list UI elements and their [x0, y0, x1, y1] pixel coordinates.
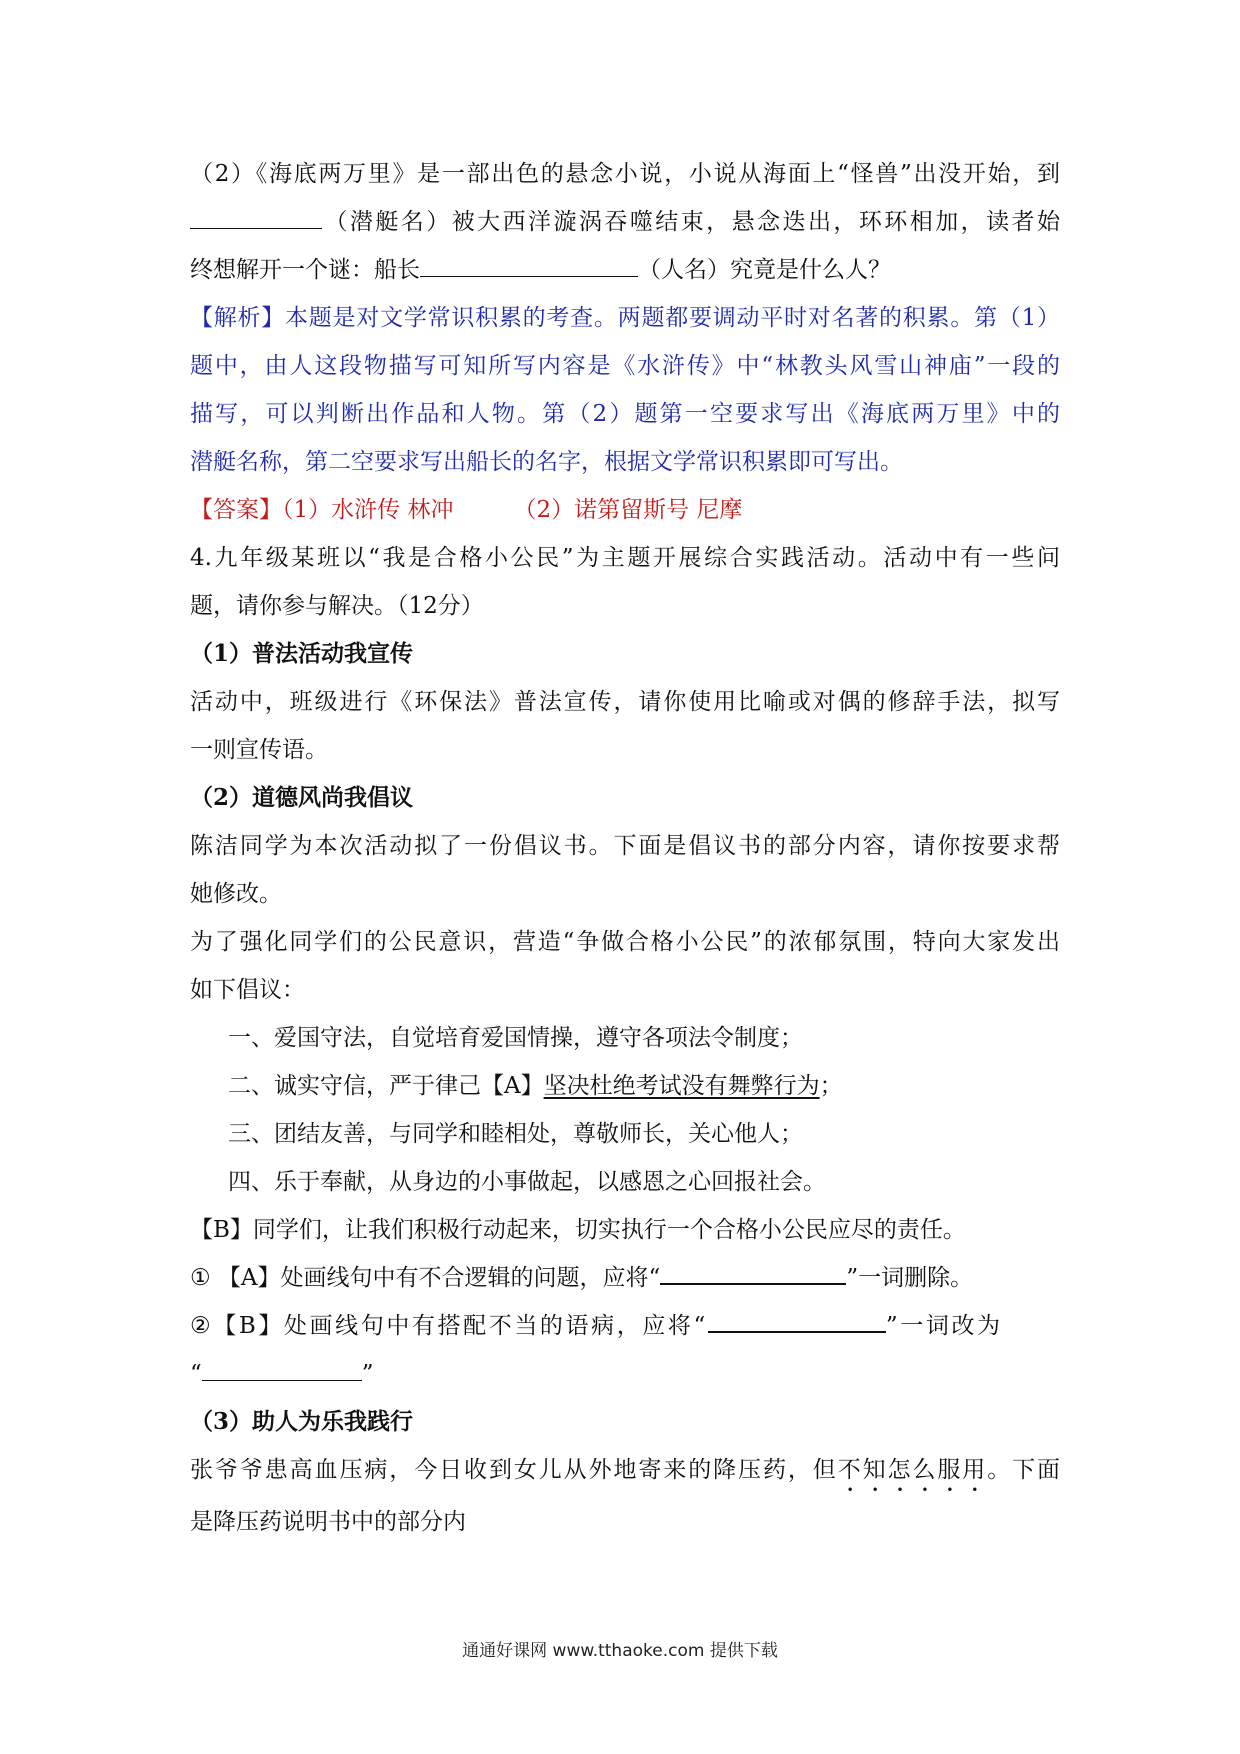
question-b-line-2 [190, 1350, 1060, 1398]
section-2-line-2: 她修改。 [190, 881, 282, 907]
proposal-item-2 [190, 1062, 1060, 1110]
delete-word-blank[interactable] [660, 1261, 846, 1285]
section-1-line-1: 活动中，班级进行《环保法》普法宣传，请你使用比喻或对偶的修辞手法，拟写 [190, 689, 1060, 715]
section-1-line-2: 一则宣传语。 [190, 737, 328, 763]
question-b-close-quote: ” [361, 1361, 374, 1387]
question-b-end: ”一词改为 [885, 1313, 1003, 1339]
question-b-open-quote: “ [190, 1361, 202, 1387]
proposal-item-1: 一、爱国守法，自觉培育爱国情操，遵守各项法令制度； [228, 1025, 803, 1051]
answer-part-2: （2）诺第留斯号 尼摩 [513, 497, 743, 523]
section-3-line-1 [190, 1446, 1060, 1494]
captain-name-blank[interactable] [420, 254, 638, 277]
answer-line [190, 486, 1060, 534]
analysis-line-2: 题中，由人这段物描写可知所写内容是《水浒传》中“林教头风雪山神庙”一段的 [190, 353, 1060, 379]
answer-part-1: （1）水浒传 林冲 [282, 497, 454, 523]
question-b-line [190, 1302, 1060, 1350]
replacement-word-blank[interactable] [202, 1358, 362, 1381]
page-footer: 通通好课网 www.tthaoke.com 提供下载 [462, 1641, 778, 1661]
proposal-b-line: 【B】同学们，让我们积极行动起来，切实执行一个合格小公民应尽的责任。 [190, 1217, 966, 1243]
proposal-item-2-text: 二、诚实守信，严于律己【A】 [228, 1073, 544, 1099]
emphasized-phrase: 不知怎么服用 [837, 1457, 988, 1483]
q4-line-2: 题，请你参与解决。（12分） [190, 593, 484, 619]
q2-line-3-text-a: 终想解开一个谜：船长 [190, 257, 420, 283]
page-content [190, 150, 1060, 1546]
question-a-text: ① 【A】处画线句中有不合逻辑的问题，应将“ [190, 1265, 661, 1291]
q2-line-1: （2）《海底两万里》是一部出色的悬念小说，小说从海面上“怪兽”出没开始，到 [190, 161, 1060, 187]
section-1-title: （1）普法活动我宣传 [190, 640, 414, 667]
wrong-word-blank[interactable] [708, 1309, 886, 1333]
section-2-line-4: 如下倡议： [190, 977, 305, 1003]
analysis-line-3: 描写，可以判断出作品和人物。第（2）题第一空要求写出《海底两万里》中的 [190, 401, 1060, 427]
section-3-line-1-text: 张爷爷患高血压病，今日收到女儿从外地寄来的降压药，但 [190, 1457, 838, 1483]
analysis-line-1: 【解析】本题是对文学常识积累的考查。两题都要调动平时对名著的积累。第（1） [190, 305, 1060, 331]
section-3-line-2: 是降压药说明书中的部分内 [190, 1509, 466, 1535]
section-2-line-3: 为了强化同学们的公民意识，营造“争做合格小公民”的浓郁氛围，特向大家发出 [190, 929, 1060, 955]
section-2-title: （2）道德风尚我倡议 [190, 784, 414, 811]
section-2-line-1: 陈洁同学为本次活动拟了一份倡议书。下面是倡议书的部分内容，请你按要求帮 [190, 833, 1060, 859]
question-a-line [190, 1254, 1060, 1302]
q2-line-3-text-b: （人名）究竟是什么人？ [638, 257, 891, 283]
question-a-end: ”一词删除。 [846, 1265, 974, 1291]
q2-line-2-text: （潜艇名）被大西洋漩涡吞噬结束，悬念迭出，环环相加，读者始 [322, 209, 1060, 235]
q4-line-1: 4.九年级某班以“我是合格小公民”为主题开展综合实践活动。活动中有一些问 [190, 545, 1060, 571]
proposal-item-3: 三、团结友善，与同学和睦相处，尊敬师长，关心他人； [228, 1121, 803, 1147]
question-b-text: ②【B】处画线句中有搭配不当的语病，应将“ [190, 1313, 708, 1339]
submarine-name-blank[interactable] [190, 206, 322, 229]
section-3-line-1-end: 。下面 [987, 1457, 1061, 1483]
proposal-item-2-end: ； [819, 1073, 843, 1099]
q2-line-2 [190, 198, 1060, 246]
q2-line-3 [190, 246, 1060, 294]
section-3-title: （3）助人为乐我践行 [190, 1408, 414, 1435]
analysis-line-4: 潜艇名称，第二空要求写出船长的名字，根据文学常识积累即可写出。 [190, 449, 903, 475]
answer-label: 【答案】 [190, 497, 282, 523]
proposal-item-4: 四、乐于奉献，从身边的小事做起，以感恩之心回报社会。 [228, 1169, 826, 1195]
underlined-sentence-a: 坚决杜绝考试没有舞弊行为 [543, 1073, 820, 1099]
